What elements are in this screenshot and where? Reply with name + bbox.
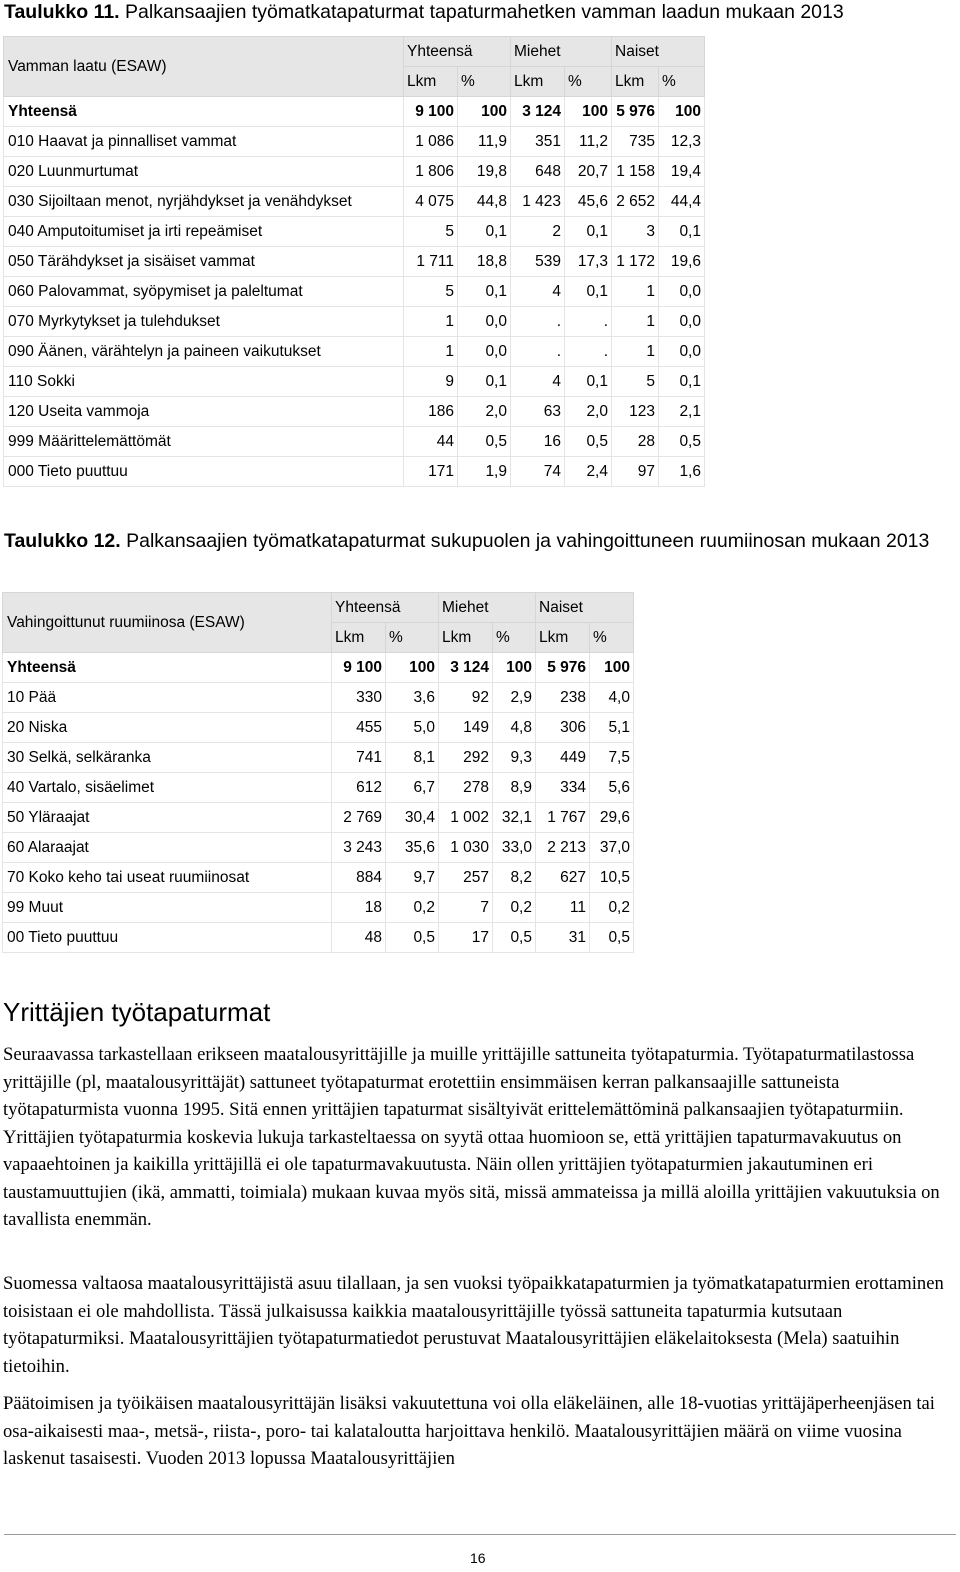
table-subheader-cell: % (386, 623, 439, 653)
row-label: 000 Tieto puuttuu (4, 457, 404, 487)
row-label: 060 Palovammat, syöpymiset ja paleltumat (4, 277, 404, 307)
table-subheader-cell: % (493, 623, 536, 653)
row-label: 60 Alaraajat (3, 833, 332, 863)
table-header-group: Miehet (439, 593, 536, 623)
table-cell: 44,4 (659, 187, 705, 217)
table-cell: 20,7 (565, 157, 612, 187)
table-cell: 97 (612, 457, 659, 487)
row-label: 030 Sijoiltaan menot, nyrjähdykset ja venähdykset (4, 187, 404, 217)
table-cell: 1 711 (404, 247, 458, 277)
table-cell: 1 002 (439, 803, 493, 833)
table-cell: 5 976 (536, 653, 590, 683)
table-11 (3, 36, 705, 487)
table-cell: 11,9 (458, 127, 511, 157)
row-label: 30 Selkä, selkäranka (3, 743, 332, 773)
table-subheader-cell: Lkm (612, 67, 659, 97)
row-label: 090 Äänen, värähtelyn ja paineen vaikutukset (4, 337, 404, 367)
table-cell: 4 075 (404, 187, 458, 217)
table-header-group: Yhteensä (404, 37, 511, 67)
table-cell: 123 (612, 397, 659, 427)
table-cell: 44 (404, 427, 458, 457)
table-cell: 2,4 (565, 457, 612, 487)
row-label: 00 Tieto puuttuu (3, 923, 332, 953)
table-cell: 627 (536, 863, 590, 893)
table-cell: 11,2 (565, 127, 612, 157)
row-label: 070 Myrkytykset ja tulehdukset (4, 307, 404, 337)
table-cell: 7,5 (590, 743, 634, 773)
table-12 (2, 592, 634, 953)
table-header-row (4, 37, 705, 67)
table-cell: 35,6 (386, 833, 439, 863)
table-row (3, 773, 634, 803)
table-row (4, 367, 705, 397)
table-cell: 0,1 (458, 277, 511, 307)
table-cell: 5,1 (590, 713, 634, 743)
table-subheader-cell: % (590, 623, 634, 653)
table-row (4, 157, 705, 187)
table-cell: 37,0 (590, 833, 634, 863)
row-label: 020 Luunmurtumat (4, 157, 404, 187)
table-11-caption-text: Palkansaajien työmatkatapaturmat tapaturmahetken vamman laadun mukaan 2013 (119, 1, 844, 23)
table-cell: 1 (612, 307, 659, 337)
table-cell: 1,9 (458, 457, 511, 487)
table-row (4, 217, 705, 247)
table-row (4, 427, 705, 457)
table-cell: 11 (536, 893, 590, 923)
table-cell: 3 124 (439, 653, 493, 683)
table-cell: 10,5 (590, 863, 634, 893)
paragraph: Suomessa valtaosa maatalousyrittäjistä asuu tilallaan, ja sen vuoksi työpaikkatapaturmien ja työmatkatapaturmien erottaminen toisistaan ei ole mahdollista. Tässä julkaisussa kaikkia maatalousyrittäjille työssä sattuneita tapaturmia kutsutaan työtapaturmiksi. Maatalousyrittäjien työtapaturmatiedot perustuvat Maatalousyrittäjien eläkelaitoksesta (Mela) saatuihin tietoihin. (3, 1273, 944, 1377)
table-subheader-cell: Lkm (439, 623, 493, 653)
table-cell: 0,1 (565, 277, 612, 307)
row-label: 50 Yläraajat (3, 803, 332, 833)
table-row (4, 127, 705, 157)
table-cell: 0,2 (493, 893, 536, 923)
table-cell: 63 (511, 397, 565, 427)
table-cell: 5 (404, 277, 458, 307)
table-header-group: Naiset (612, 37, 705, 67)
table-cell: 4 (511, 367, 565, 397)
table-11-caption (4, 0, 960, 25)
row-label: Yhteensä (4, 97, 404, 127)
table-cell: 8,2 (493, 863, 536, 893)
table-cell: 1 (404, 307, 458, 337)
table-cell: 18 (332, 893, 386, 923)
table-row (4, 277, 705, 307)
table-cell: 292 (439, 743, 493, 773)
table-cell: 1 158 (612, 157, 659, 187)
table-cell: 0,0 (458, 307, 511, 337)
table-subheader-cell: % (565, 67, 612, 97)
table-cell: 5,0 (386, 713, 439, 743)
row-label: 040 Amputoitumiset ja irti repeämiset (4, 217, 404, 247)
table-cell: 2 652 (612, 187, 659, 217)
table-cell: 32,1 (493, 803, 536, 833)
table-cell: 334 (536, 773, 590, 803)
table-row (4, 187, 705, 217)
table-cell: 735 (612, 127, 659, 157)
table-cell: 9,3 (493, 743, 536, 773)
table-cell: 9 100 (404, 97, 458, 127)
table-cell: 7 (439, 893, 493, 923)
table-cell: 45,6 (565, 187, 612, 217)
table-cell: 449 (536, 743, 590, 773)
table-cell: 0,0 (659, 277, 705, 307)
table-row (3, 803, 634, 833)
table-total-row (4, 97, 705, 127)
table-cell: 8,1 (386, 743, 439, 773)
row-label: 70 Koko keho tai useat ruumiinosat (3, 863, 332, 893)
table-cell: 0,5 (458, 427, 511, 457)
table-subheader-cell: Lkm (536, 623, 590, 653)
table-row (3, 923, 634, 953)
table-row (3, 683, 634, 713)
table-cell: 3 (612, 217, 659, 247)
table-cell: 17,3 (565, 247, 612, 277)
table-cell: 1 172 (612, 247, 659, 277)
table-subheader-cell: Lkm (404, 67, 458, 97)
table-cell: 1 767 (536, 803, 590, 833)
table-cell: 16 (511, 427, 565, 457)
table-row (4, 397, 705, 427)
row-label: 010 Haavat ja pinnalliset vammat (4, 127, 404, 157)
table-cell: 0,1 (458, 367, 511, 397)
table-total-row (3, 653, 634, 683)
table-cell: 18,8 (458, 247, 511, 277)
table-subheader-cell: Lkm (332, 623, 386, 653)
table-cell: 278 (439, 773, 493, 803)
table-subheader-cell: % (659, 67, 705, 97)
table-subheader-cell: % (458, 67, 511, 97)
paragraph: Seuraavassa tarkastellaan erikseen maatalousyrittäjille ja muille yrittäjille sattuneita työtapaturmia. Työtapaturmatilastossa yrittäjille (pl, maatalousyrittäjät) sattuneet työtapaturmat erotettiin ensimmäisen kerran palkansaajille sattuneista työtapaturmista vuonna 1995. Sitä ennen yrittäjien tapaturmat sisältyivät erittelemättöminä palkansaajien työtapaturmiin. Yrittäjien työtapaturmia koskevia lukuja tarkasteltaessa on syytä ottaa huomioon se, että yrittäjien tapaturmavakuutus on vapaaehtoinen ja kaikilla yrittäjillä ei ole tapaturmavakuutusta. Näin ollen yrittäjien työtapaturmien jakautuminen eri taustamuuttujien (ikä, ammatti, toimiala) mukaan kuvaa myös sitä, missä ammateissa ja millä aloilla yrittäjien vakuutuksia on tavallista enemmän. (3, 1044, 940, 1230)
table-cell: 539 (511, 247, 565, 277)
table-cell: 48 (332, 923, 386, 953)
table-cell: 6,7 (386, 773, 439, 803)
table-cell: 1,6 (659, 457, 705, 487)
table-row (4, 247, 705, 277)
table-cell: 5,6 (590, 773, 634, 803)
table-cell: 2,9 (493, 683, 536, 713)
table-cell: 1 (404, 337, 458, 367)
table-cell: 100 (590, 653, 634, 683)
row-label: 99 Muut (3, 893, 332, 923)
table-cell: 44,8 (458, 187, 511, 217)
table-cell: 0,2 (590, 893, 634, 923)
table-cell: 306 (536, 713, 590, 743)
table-cell: 0,5 (386, 923, 439, 953)
table-cell: 100 (458, 97, 511, 127)
table-cell: 3 243 (332, 833, 386, 863)
table-row (4, 457, 705, 487)
table-cell: 0,1 (458, 217, 511, 247)
page-number: 16 (470, 1550, 486, 1566)
table-cell: 1 423 (511, 187, 565, 217)
table-cell: 2,0 (565, 397, 612, 427)
table-cell: 171 (404, 457, 458, 487)
table-cell: 0,1 (565, 367, 612, 397)
table-cell: 4,8 (493, 713, 536, 743)
table-row (3, 833, 634, 863)
row-label: 20 Niska (3, 713, 332, 743)
table-cell: 1 (612, 277, 659, 307)
table-cell: 455 (332, 713, 386, 743)
row-label: 40 Vartalo, sisäelimet (3, 773, 332, 803)
table-cell: 100 (493, 653, 536, 683)
table-cell: 0,5 (493, 923, 536, 953)
table-cell: 0,0 (458, 337, 511, 367)
table-cell: 5 (404, 217, 458, 247)
table-cell: 0,1 (565, 217, 612, 247)
table-header-cell: Vahingoittunut ruumiinosa (ESAW) (3, 593, 332, 653)
table-cell: 9,7 (386, 863, 439, 893)
table-cell: 238 (536, 683, 590, 713)
row-label: Yhteensä (3, 653, 332, 683)
table-row (3, 863, 634, 893)
table-cell: 1 806 (404, 157, 458, 187)
table-cell: 33,0 (493, 833, 536, 863)
table-cell: 5 (612, 367, 659, 397)
table-11-caption-label: Taulukko 11. (4, 1, 120, 23)
table-cell: 28 (612, 427, 659, 457)
table-row (3, 743, 634, 773)
table-cell: 9 (404, 367, 458, 397)
table-cell: 3 124 (511, 97, 565, 127)
table-cell: 100 (565, 97, 612, 127)
table-cell: 0,1 (659, 367, 705, 397)
table-cell: 0,5 (659, 427, 705, 457)
table-header-group: Miehet (511, 37, 612, 67)
table-cell: 884 (332, 863, 386, 893)
table-12-body (3, 593, 634, 953)
table-12-caption (4, 529, 944, 554)
table-cell: 3,6 (386, 683, 439, 713)
table-cell: 0,0 (659, 337, 705, 367)
table-cell: 2 769 (332, 803, 386, 833)
table-cell: 9 100 (332, 653, 386, 683)
table-header-row (3, 593, 634, 623)
table-cell: 92 (439, 683, 493, 713)
table-row (3, 893, 634, 923)
table-cell: . (511, 337, 565, 367)
table-12-caption-text: Palkansaajien työmatkatapaturmat sukupuolen ja vahingoittuneen ruumiinosan mukaan 2013 (120, 530, 930, 552)
table-cell: 330 (332, 683, 386, 713)
row-label: 999 Määrittelemättömät (4, 427, 404, 457)
table-cell: 0,1 (659, 217, 705, 247)
table-cell: 1 030 (439, 833, 493, 863)
table-cell: 17 (439, 923, 493, 953)
table-cell: 29,6 (590, 803, 634, 833)
table-header-cell: Vamman laatu (ESAW) (4, 37, 404, 97)
table-header-group: Yhteensä (332, 593, 439, 623)
table-header-group: Naiset (536, 593, 634, 623)
table-cell: . (511, 307, 565, 337)
table-cell: 149 (439, 713, 493, 743)
table-12-caption-label: Taulukko 12. (4, 530, 121, 552)
table-cell: 2 (511, 217, 565, 247)
row-label: 050 Tärähdykset ja sisäiset vammat (4, 247, 404, 277)
table-cell: 2,0 (458, 397, 511, 427)
table-cell: 0,2 (386, 893, 439, 923)
table-cell: 351 (511, 127, 565, 157)
row-label: 10 Pää (3, 683, 332, 713)
row-label: 110 Sokki (4, 367, 404, 397)
table-cell: 30,4 (386, 803, 439, 833)
table-cell: 1 086 (404, 127, 458, 157)
row-label: 120 Useita vammoja (4, 397, 404, 427)
footer-divider (4, 1534, 956, 1535)
table-cell: 5 976 (612, 97, 659, 127)
table-row (3, 713, 634, 743)
table-cell: 4,0 (590, 683, 634, 713)
table-cell: 612 (332, 773, 386, 803)
table-cell: 1 (612, 337, 659, 367)
table-subheader-cell: Lkm (511, 67, 565, 97)
table-cell: 2,1 (659, 397, 705, 427)
table-cell: 741 (332, 743, 386, 773)
table-cell: 12,3 (659, 127, 705, 157)
table-cell: 0,5 (590, 923, 634, 953)
table-cell: 0,5 (565, 427, 612, 457)
table-cell: 4 (511, 277, 565, 307)
table-cell: 19,6 (659, 247, 705, 277)
table-cell: 100 (386, 653, 439, 683)
table-11-body (4, 37, 705, 487)
table-cell: 31 (536, 923, 590, 953)
table-cell: 2 213 (536, 833, 590, 863)
table-cell: 186 (404, 397, 458, 427)
table-cell: . (565, 337, 612, 367)
table-cell: 74 (511, 457, 565, 487)
section-heading: Yrittäjien työtapaturmat (3, 997, 271, 1027)
table-cell: 100 (659, 97, 705, 127)
table-cell: 19,4 (659, 157, 705, 187)
table-cell: 19,8 (458, 157, 511, 187)
table-cell: 257 (439, 863, 493, 893)
table-cell: 8,9 (493, 773, 536, 803)
table-cell: 0,0 (659, 307, 705, 337)
table-row (4, 307, 705, 337)
table-cell: 648 (511, 157, 565, 187)
paragraph: Päätoimisen ja työikäisen maatalousyrittäjän lisäksi vakuutettuna voi olla eläkeläinen, alle 18-vuotias yrittäjäperheenjäsen tai osa-aikaisesti maa-, metsä-, riista-, poro- tai kalataloutta harjoittava henkilö. Maatalousyrittäjien määrä on viime vuosina laskenut tasaisesti. Vuoden 2013 lopussa Maatalousyrittäjien (3, 1393, 935, 1469)
table-row (4, 337, 705, 367)
table-cell: . (565, 307, 612, 337)
